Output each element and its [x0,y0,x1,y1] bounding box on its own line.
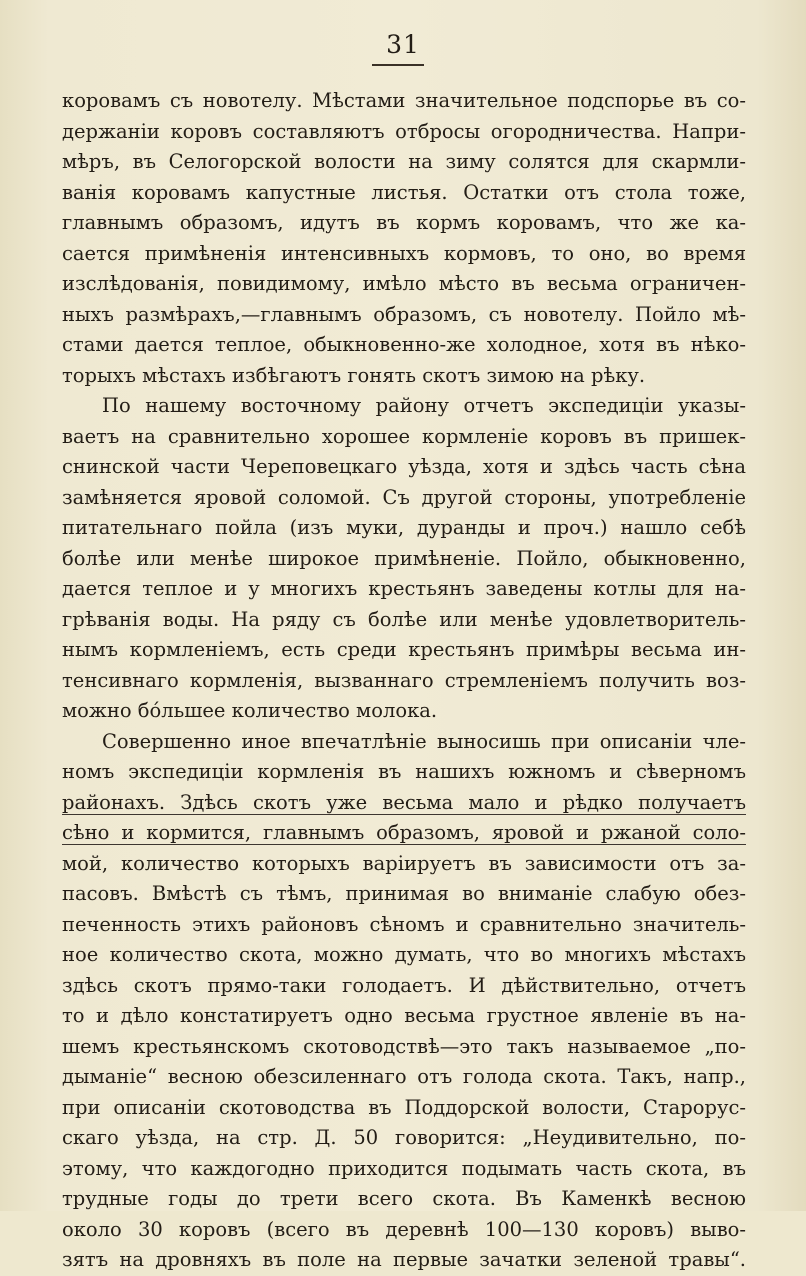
text-line: снинской части Череповецкаго уѣзда, хотя и здѣсь часть сѣна [62,455,746,478]
text-line: болѣе или менѣе широкое примѣненіе. Пойло, обыкновенно, [62,546,746,570]
text-line: то и дѣло констатируетъ одно весьма грустное явленіе въ на- [62,1004,746,1027]
text-line: грѣванія воды. На ряду съ болѣе или менѣе удовлетворитель- [62,607,746,631]
text-line: ное количество скота, можно думать, что во многихъ мѣстахъ [62,943,746,966]
text-line: здѣсь скотъ прямо-таки голодаетъ. И дѣйствительно, отчетъ [62,973,746,997]
text-line: районахъ. Здѣсь скотъ уже весьма мало и рѣдко получаетъ [62,790,746,814]
text-line: номъ экспедиціи кормленія въ нашихъ южномъ и сѣверномъ [62,760,746,783]
text-line: трудные годы до трети всего скота. Въ Каменкѣ весною [62,1187,746,1210]
text-line: этому, что каждогодно приходится подымать часть скота, въ [62,1156,746,1180]
text-line: зятъ на дровняхъ въ поле на первые зачатки зеленой травы“. [62,1248,746,1271]
text-line: стами дается теплое, обыкновенно-же холодное, хотя въ нѣко- [62,333,746,356]
body-text [62,86,746,1276]
text-line: По нашему восточному району отчетъ экспедиціи указы- [102,394,746,417]
text-line: изслѣдованія, повидимому, имѣло мѣсто въ весьма ограничен- [62,272,746,295]
text-line: питательнаго пойла (изъ муки, дуранды и проч.) нашло себѣ [62,516,746,539]
text-line: держаніи коровъ составляютъ отбросы огородничества. Напри- [62,119,746,143]
text-line: торыхъ мѣстахъ избѣгаютъ гонять скотъ зимою на рѣку. [62,363,646,387]
text-line: ванія коровамъ капустные листья. Остатки отъ стола тоже, [62,180,746,204]
text-line: тенсивнаго кормленія, вызваннаго стремленіемъ получить воз- [62,668,746,692]
text-line: сается примѣненія интенсивныхъ кормовъ, то оно, во время [62,241,746,265]
text-line: дыманіе“ весною обезсиленнаго отъ голода скота. Такъ, напр., [62,1065,746,1088]
text-line: шемъ крестьянскомъ скотоводствѣ—это такъ называемое „по- [62,1034,746,1058]
text-line: можно бо́льшее количество молока. [62,699,438,722]
text-line: скаго уѣзда, на стр. Д. 50 говорится: „Неудивительно, по- [62,1126,746,1149]
text-line: пасовъ. Вмѣстѣ съ тѣмъ, принимая во вниманіе слабую обез- [62,882,746,905]
text-line: коровамъ съ новотелу. Мѣстами значительное подспорье въ со- [62,89,746,112]
text-line: мѣръ, въ Селогорской волости на зиму солятся для скармли- [62,150,746,173]
text-line: около 30 коровъ (всего въ деревнѣ 100—130 коровъ) выво- [62,1217,746,1241]
text-line: сѣно и кормится, главнымъ образомъ, яровой и ржаной соло- [62,821,746,844]
text-line: Совершенно иное впечатлѣніе выносишь при описаніи чле- [102,729,746,753]
text-line: печенность этихъ районовъ сѣномъ и сравнительно значитель- [62,912,746,936]
text-line: ваетъ на сравнительно хорошее кормленіе коровъ въ пришек- [62,424,746,448]
page-number-rule [372,64,424,66]
text-line: замѣняется яровой соломой. Съ другой стороны, употребленіе [62,485,746,509]
text-line: ныхъ размѣрахъ,—главнымъ образомъ, съ новотелу. Пойло мѣ- [62,302,746,326]
page-number: 31 [386,30,420,59]
text-line: дается теплое и у многихъ крестьянъ заведены котлы для на- [62,577,746,600]
text-line: нымъ кормленіемъ, есть среди крестьянъ примѣры весьма ин- [62,638,746,661]
text-line: главнымъ образомъ, идутъ въ кормъ коровамъ, что же ка- [62,211,746,234]
text-line: мой, количество которыхъ варіируетъ въ зависимости отъ за- [62,851,746,875]
text-line: при описаніи скотоводства въ Поддорской волости, Старорус- [62,1095,746,1119]
